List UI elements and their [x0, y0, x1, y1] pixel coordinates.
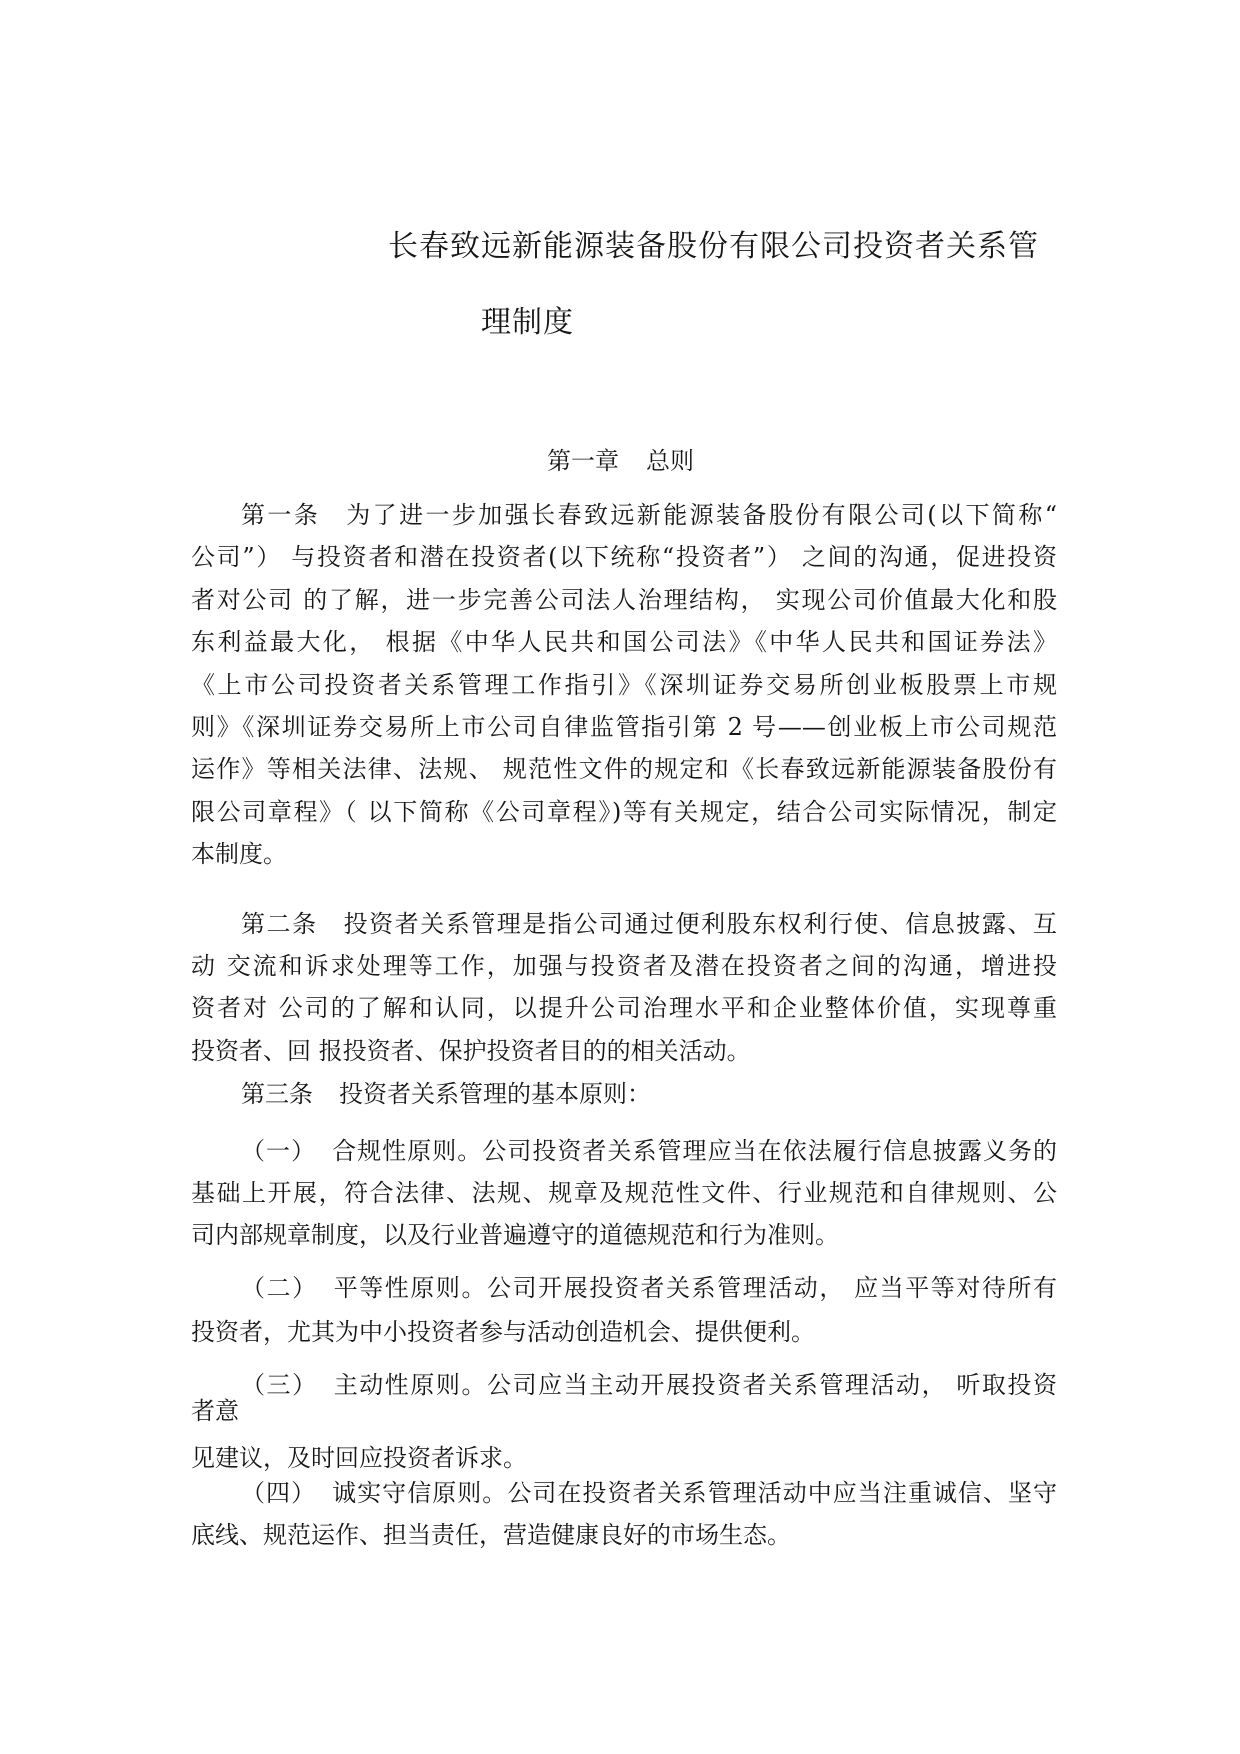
document-title-line-1: 长春致远新能源装备股份有限公司投资者关系管 — [388, 229, 1039, 264]
article-1-line-6: 则》《深圳证券交易所上市公司自律监管指引第 2 号——创业板上市公司规范 — [191, 713, 1057, 741]
article-2-line-2: 动 交流和诉求处理等工作，加强与投资者及潜在投资者之间的沟通，增进投 — [191, 952, 1057, 980]
article-2-line-4: 投资者、回 报投资者、保护投资者目的的相关活动。 — [191, 1037, 751, 1065]
principle-4-line-1 — [241, 1476, 1057, 1510]
principle-4-label: （四） — [241, 1479, 317, 1507]
article-1-line-2: 公司”） 与投资者和潜在投资者(以下统称“投资者”） 之间的沟通，促进投资 — [191, 543, 1057, 571]
principle-1-line-1 — [241, 1134, 1057, 1168]
article-1-line-4: 东利益最大化， 根据《中华人民共和国公司法》《中华人民共和国证券法》 — [191, 628, 1057, 656]
article-1-line-3: 者对公司 的了解，进一步完善公司法人治理结构， 实现公司价值最大化和股 — [191, 586, 1057, 614]
principle-3-line-2: 者意 — [191, 1397, 239, 1425]
article-1-label: 第一条 — [241, 501, 321, 529]
article-3-label: 第三条 — [241, 1080, 313, 1108]
principle-1-text: 合规性原则。公司投资者关系管理应当在依法履行信息披露义务的 — [332, 1137, 1057, 1165]
article-1-line-9: 本制度。 — [191, 840, 287, 868]
article-2-line-1 — [241, 907, 1057, 941]
article-3-text: 投资者关系管理的基本原则： — [339, 1080, 651, 1108]
principle-3-line-3: 见建议，及时回应投资者诉求。 — [191, 1444, 527, 1472]
article-1-line-7: 运作》等相关法律、法规、 规范性文件的规定和《长春致远新能源装备股份有 — [191, 755, 1057, 783]
article-1-line-5: 《上市公司投资者关系管理工作指引》《深圳证券交易所创业板股票上市规 — [191, 671, 1057, 699]
principle-1-line-3: 司内部规章制度，以及行业普遍遵守的道德规范和行为准则。 — [191, 1221, 839, 1249]
article-3-line-1 — [241, 1077, 1057, 1111]
article-2-line-3: 资者对 公司的了解和认同，以提升公司治理水平和企业整体价值，实现尊重 — [191, 994, 1057, 1022]
article-1-line-1 — [241, 498, 1057, 532]
principle-2-line-1 — [241, 1271, 1057, 1305]
chapter-heading — [547, 444, 694, 478]
article-2-text: 投资者关系管理是指公司通过便利股东权利行使、信息披露、互 — [343, 910, 1057, 938]
principle-1-line-2: 基础上开展，符合法律、法规、规章及规范性文件、行业规范和自律规则、公 — [191, 1179, 1057, 1207]
article-2-label: 第二条 — [241, 910, 318, 938]
principle-1-label: （一） — [241, 1137, 317, 1165]
article-1-text: 为了进一步加强长春致远新能源装备股份有限公司(以下简称“ — [346, 501, 1057, 529]
principle-2-text: 平等性原则。公司开展投资者关系管理活动， 应当平等对待所有 — [333, 1274, 1057, 1302]
chapter-name: 总则 — [646, 447, 694, 475]
principle-4-text: 诚实守信原则。公司在投资者关系管理活动中应当注重诚信、坚守 — [332, 1479, 1057, 1507]
article-1-line-8: 限公司章程》（ 以下简称《公司章程》)等有关规定，结合公司实际情况，制定 — [191, 798, 1057, 826]
document-title-line-2: 理制度 — [481, 305, 574, 340]
principle-2-line-2: 投资者，尤其为中小投资者参与活动创造机会、提供便利。 — [191, 1318, 815, 1346]
chapter-number: 第一章 — [547, 447, 619, 475]
principle-4-line-2: 底线、规范运作、担当责任，营造健康良好的市场生态。 — [191, 1521, 791, 1549]
principle-2-label: （二） — [241, 1274, 318, 1302]
principle-3-label: （三） — [241, 1371, 318, 1399]
principle-3-text: 主动性原则。公司应当主动开展投资者关系管理活动， 听取投资 — [333, 1371, 1057, 1399]
